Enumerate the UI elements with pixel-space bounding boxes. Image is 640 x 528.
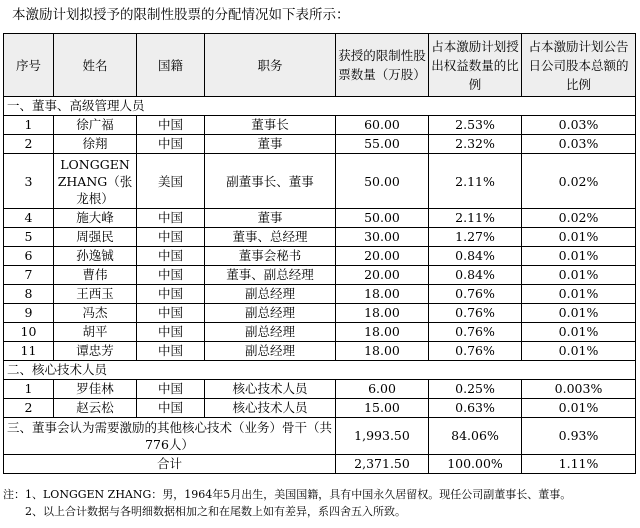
cell-shares: 55.00: [336, 135, 429, 154]
table-row: [4, 154, 636, 209]
table-row: [4, 323, 636, 342]
cell-nationality: 美国: [137, 154, 205, 209]
cell-name: 谭忠芳: [54, 342, 137, 361]
header-nationality: 国籍: [137, 34, 205, 97]
cell-pct-plan: 0.25%: [429, 380, 522, 399]
total-row: [4, 455, 636, 474]
cell-pct-total: 0.01%: [522, 342, 636, 361]
header-seq: 序号: [4, 34, 54, 97]
footnotes: [3, 486, 637, 520]
cell-pct-total: 0.003%: [522, 380, 636, 399]
cell-shares: 18.00: [336, 285, 429, 304]
cell-nationality: 中国: [137, 116, 205, 135]
section-row: [4, 361, 636, 380]
cell-seq: 5: [4, 228, 54, 247]
table-row: [4, 380, 636, 399]
table-row: [4, 399, 636, 418]
cell-pct-total: 0.03%: [522, 116, 636, 135]
cell-seq: 8: [4, 285, 54, 304]
intro-text: 本激励计划拟授予的限制性股票的分配情况如下表所示：: [12, 7, 350, 23]
cell-seq: 9: [4, 304, 54, 323]
cell-pct-plan: 0.76%: [429, 285, 522, 304]
cell-nationality: 中国: [137, 209, 205, 228]
total-shares: 2,371.50: [336, 455, 429, 474]
cell-seq: 11: [4, 342, 54, 361]
cell-pct-plan: 2.32%: [429, 135, 522, 154]
cell-position: 董事、副总经理: [205, 266, 336, 285]
cell-seq: 10: [4, 323, 54, 342]
header-position: 职务: [205, 34, 336, 97]
footnote-2: 2、以上合计数据与各明细数据相加之和在尾数上如有差异，系四舍五入所致。: [3, 505, 406, 518]
cell-shares: 18.00: [336, 323, 429, 342]
table-row: [4, 209, 636, 228]
cell-pct-total: 0.02%: [522, 154, 636, 209]
cell-shares: 50.00: [336, 154, 429, 209]
cell-pct-plan: 84.06%: [429, 418, 522, 455]
cell-shares: 50.00: [336, 209, 429, 228]
cell-shares: 30.00: [336, 228, 429, 247]
cell-position: 董事: [205, 135, 336, 154]
section-row: [4, 97, 636, 116]
cell-position: 副总经理: [205, 304, 336, 323]
section3-row: [4, 418, 636, 455]
cell-pct-total: 0.01%: [522, 323, 636, 342]
cell-position: 副总经理: [205, 342, 336, 361]
header-pct-plan: 占本激励计划授出权益数量的比例: [429, 34, 522, 97]
cell-pct-total: 0.03%: [522, 135, 636, 154]
cell-position: 董事: [205, 209, 336, 228]
cell-seq: 6: [4, 247, 54, 266]
cell-position: 董事会秘书: [205, 247, 336, 266]
header-pct-total: 占本激励计划公告日公司股本总额的比例: [522, 34, 636, 97]
cell-position: 副总经理: [205, 285, 336, 304]
cell-seq: 7: [4, 266, 54, 285]
header-row: [4, 34, 636, 97]
cell-name: 徐翔: [54, 135, 137, 154]
cell-name: 曹伟: [54, 266, 137, 285]
cell-shares: 20.00: [336, 266, 429, 285]
cell-pct-plan: 2.11%: [429, 154, 522, 209]
cell-nationality: 中国: [137, 304, 205, 323]
allocation-table: [3, 33, 636, 474]
cell-name: 周强民: [54, 228, 137, 247]
cell-name: 孙逸铖: [54, 247, 137, 266]
cell-position: 董事长: [205, 116, 336, 135]
cell-seq: 4: [4, 209, 54, 228]
cell-shares: 18.00: [336, 304, 429, 323]
cell-nationality: 中国: [137, 135, 205, 154]
cell-nationality: 中国: [137, 323, 205, 342]
cell-seq: 2: [4, 399, 54, 418]
cell-shares: 18.00: [336, 342, 429, 361]
cell-seq: 1: [4, 116, 54, 135]
cell-name: 施大峰: [54, 209, 137, 228]
section2-label: 二、核心技术人员: [4, 361, 636, 380]
cell-pct-plan: 0.76%: [429, 342, 522, 361]
header-shares: 获授的限制性股票数量（万股）: [336, 34, 429, 97]
cell-nationality: 中国: [137, 285, 205, 304]
cell-pct-total: 0.01%: [522, 399, 636, 418]
cell-shares: 6.00: [336, 380, 429, 399]
section3-label: 三、董事会认为需要激励的其他核心技术（业务）骨干（共776人）: [4, 418, 336, 455]
cell-pct-total: 0.01%: [522, 266, 636, 285]
cell-position: 董事、总经理: [205, 228, 336, 247]
cell-shares: 1,993.50: [336, 418, 429, 455]
table-row: [4, 135, 636, 154]
cell-pct-total: 0.93%: [522, 418, 636, 455]
header-name: 姓名: [54, 34, 137, 97]
cell-position: 副董事长、董事: [205, 154, 336, 209]
cell-name: 冯杰: [54, 304, 137, 323]
cell-seq: 2: [4, 135, 54, 154]
cell-pct-total: 0.02%: [522, 209, 636, 228]
cell-pct-plan: 0.84%: [429, 247, 522, 266]
table-row: [4, 247, 636, 266]
cell-name: 徐广福: [54, 116, 137, 135]
cell-position: 核心技术人员: [205, 380, 336, 399]
cell-pct-total: 0.01%: [522, 247, 636, 266]
total-pct-plan: 100.00%: [429, 455, 522, 474]
table-row: [4, 285, 636, 304]
cell-shares: 60.00: [336, 116, 429, 135]
total-label: 合计: [4, 455, 336, 474]
cell-name: LONGGEN ZHANG（张龙根）: [54, 154, 137, 209]
cell-pct-plan: 0.76%: [429, 323, 522, 342]
cell-nationality: 中国: [137, 342, 205, 361]
cell-nationality: 中国: [137, 399, 205, 418]
cell-nationality: 中国: [137, 228, 205, 247]
cell-pct-total: 0.01%: [522, 304, 636, 323]
footnote-1: 注：1、LONGGEN ZHANG：男，1964年5月出生，美国国籍，具有中国永久居留权。现任公司副董事长、董事。: [3, 488, 572, 501]
table-row: [4, 116, 636, 135]
cell-pct-plan: 2.53%: [429, 116, 522, 135]
cell-seq: 3: [4, 154, 54, 209]
cell-pct-total: 0.01%: [522, 228, 636, 247]
cell-nationality: 中国: [137, 247, 205, 266]
cell-pct-plan: 2.11%: [429, 209, 522, 228]
cell-pct-total: 0.01%: [522, 285, 636, 304]
cell-pct-plan: 1.27%: [429, 228, 522, 247]
table-row: [4, 304, 636, 323]
cell-position: 核心技术人员: [205, 399, 336, 418]
table-row: [4, 228, 636, 247]
cell-shares: 20.00: [336, 247, 429, 266]
total-pct-total: 1.11%: [522, 455, 636, 474]
cell-pct-plan: 0.63%: [429, 399, 522, 418]
cell-pct-plan: 0.84%: [429, 266, 522, 285]
section1-label: 一、董事、高级管理人员: [4, 97, 636, 116]
cell-name: 胡平: [54, 323, 137, 342]
cell-nationality: 中国: [137, 380, 205, 399]
cell-name: 罗佳林: [54, 380, 137, 399]
cell-position: 副总经理: [205, 323, 336, 342]
cell-name: 王西玉: [54, 285, 137, 304]
cell-name: 赵云松: [54, 399, 137, 418]
table-row: [4, 266, 636, 285]
cell-shares: 15.00: [336, 399, 429, 418]
cell-nationality: 中国: [137, 266, 205, 285]
table-row: [4, 342, 636, 361]
cell-seq: 1: [4, 380, 54, 399]
cell-pct-plan: 0.76%: [429, 304, 522, 323]
